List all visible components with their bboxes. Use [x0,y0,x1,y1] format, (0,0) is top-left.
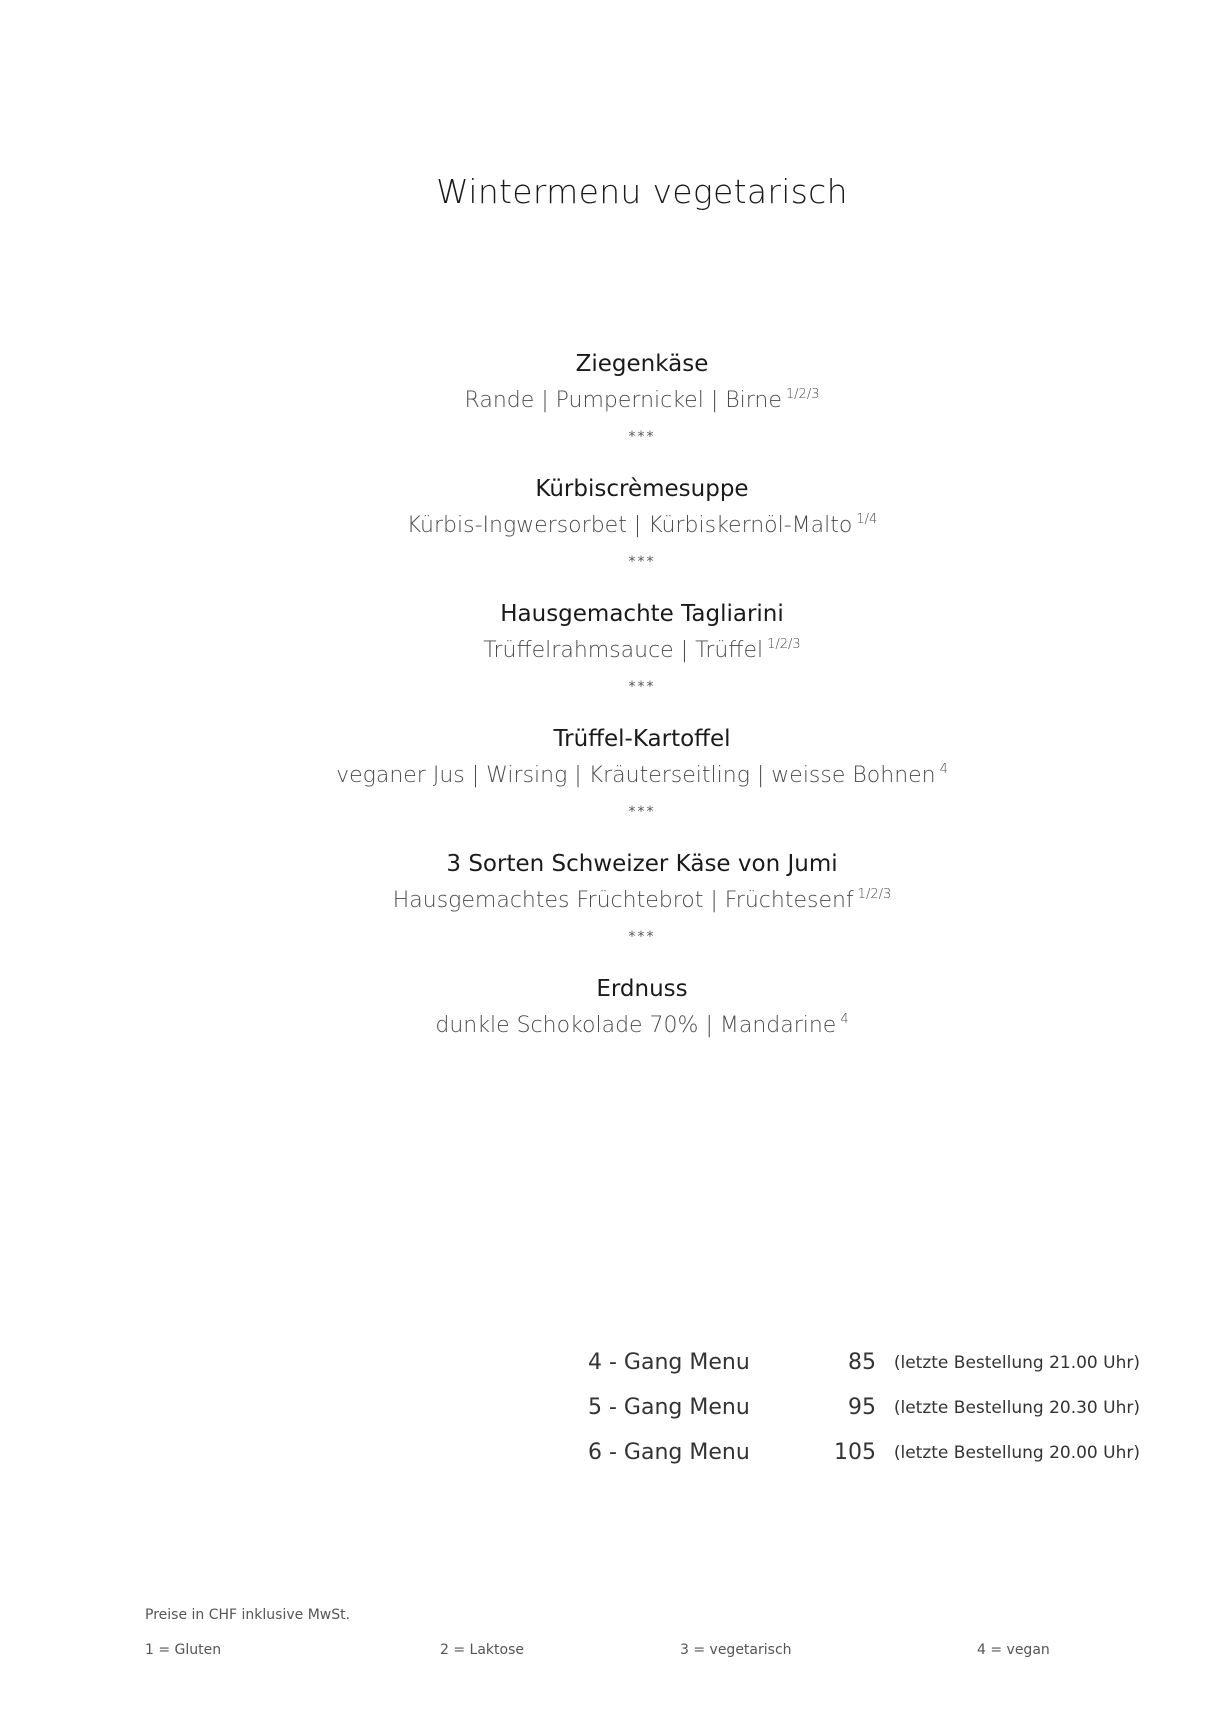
course-name: Trüffel-Kartoffel [553,726,731,752]
last-order-note: (letzte Bestellung 20.30 Uhr) [893,1398,1140,1418]
price-row [580,1350,1140,1395]
legend-item-vegetarisch: 3 = vegetarisch [680,1642,792,1658]
course-description [0,505,1222,541]
course-name: Erdnuss [596,976,688,1002]
course-separator: *** [628,929,656,945]
course-description [0,755,1222,791]
course-item [0,473,1222,541]
menu-option-price: 105 [834,1440,876,1465]
course-item [0,723,1222,791]
legend-item-gluten: 1 = Gluten [145,1642,222,1658]
course-name: Ziegenkäse [575,351,709,377]
price-currency-note: Preise in CHF inklusive MwSt. [145,1607,351,1623]
course-item [0,348,1222,416]
allergen-legend [145,1642,1145,1662]
course-description [0,630,1222,666]
course-separator: *** [628,804,656,820]
price-list [580,1350,1140,1485]
legend-item-laktose: 2 = Laktose [440,1642,524,1658]
price-row [580,1395,1140,1440]
course-list [0,348,1222,1041]
course-description-text: Hausgemachtes Früchtebrot | Früchtesenf [392,888,854,913]
course-description-text: Kürbis-Ingwersorbet | Kürbiskernöl-Malto [406,513,853,538]
course-description-text: Rande | Pumpernickel | Birne [464,388,782,413]
course-name: Kürbiscrèmesuppe [535,476,749,502]
course-description-text: Trüffelrahmsauce | Trüffel [483,638,764,663]
course-name: 3 Sorten Schweizer Käse von Jumi [446,851,838,877]
course-description-text: veganer Jus | Wirsing | Kräuterseitling | weisse Bohnen [336,763,936,788]
allergen-codes: 4 [840,1012,849,1027]
course-item [0,598,1222,666]
course-description [0,380,1222,416]
menu-option-label: 4 - Gang Menu [588,1350,750,1375]
menu-option-label: 5 - Gang Menu [588,1395,750,1420]
course-item [0,848,1222,916]
legend-item-vegan: 4 = vegan [977,1642,1050,1658]
course-description [0,1005,1222,1041]
menu-option-label: 6 - Gang Menu [588,1440,750,1465]
course-description [0,880,1222,916]
allergen-codes: 1/4 [856,512,878,527]
menu-option-price: 95 [848,1395,876,1420]
course-separator: *** [628,429,656,445]
allergen-codes: 1/2/3 [857,887,892,902]
last-order-note: (letzte Bestellung 21.00 Uhr) [893,1353,1140,1373]
menu-option-price: 85 [848,1350,876,1375]
allergen-codes: 4 [939,762,948,777]
menu-title: Wintermenu vegetarisch [436,172,848,211]
course-item [0,973,1222,1041]
last-order-note: (letzte Bestellung 20.00 Uhr) [893,1443,1140,1463]
course-name: Hausgemachte Tagliarini [500,601,784,627]
course-separator: *** [628,679,656,695]
price-row [580,1440,1140,1485]
allergen-codes: 1/2/3 [767,637,801,652]
allergen-codes: 1/2/3 [785,387,820,402]
course-description-text: dunkle Schokolade 70% | Mandarine [435,1013,837,1038]
course-separator: *** [628,554,656,570]
